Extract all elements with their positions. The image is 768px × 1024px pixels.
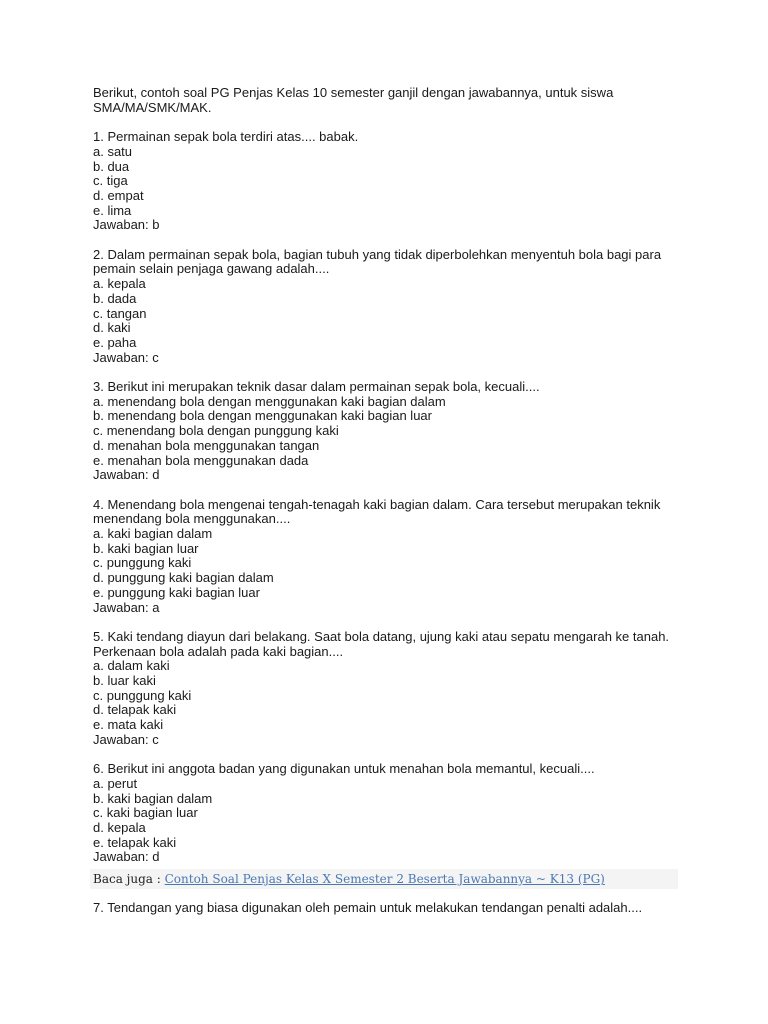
- answer-option: c. punggung kaki: [93, 687, 192, 703]
- answer-key: Jawaban: c: [93, 731, 159, 747]
- answer-option: e. mata kaki: [93, 717, 164, 733]
- question-block: [93, 248, 678, 366]
- question-block: [93, 498, 678, 616]
- answer-key: Jawaban: a: [93, 599, 160, 615]
- baca-juga-link[interactable]: Contoh Soal Penjas Kelas X Semester 2 Beserta Jawabannya ~ K13 (PG): [164, 872, 605, 887]
- answer-option: e. telapak kaki: [93, 834, 177, 850]
- answer-option: e. punggung kaki bagian luar: [93, 584, 260, 600]
- answer-option: d. menahan bola menggunakan tangan: [93, 437, 320, 453]
- answer-option: c. punggung kaki: [93, 555, 192, 571]
- answer-option: a. kepala: [93, 276, 146, 292]
- answer-option: e. lima: [93, 202, 132, 218]
- answer-key: Jawaban: d: [93, 849, 160, 865]
- answer-option: d. kaki: [93, 320, 131, 336]
- question-text: 4. Menendang bola mengenai tengah-tenagah kaki bagian dalam. Cara tersebut merupakan teknik menendang bola menggunakan....: [93, 496, 661, 527]
- answer-option: c. tangan: [93, 305, 147, 321]
- baca-juga-label: Baca juga :: [93, 872, 165, 887]
- question-block: [93, 630, 678, 748]
- answer-option: b. dada: [93, 290, 137, 306]
- answer-option: c. menendang bola dengan punggung kaki: [93, 423, 339, 439]
- answer-option: d. telapak kaki: [93, 702, 177, 718]
- answer-option: d. empat: [93, 187, 144, 203]
- question-text: 6. Berikut ini anggota badan yang digunakan untuk menahan bola memantul, kecuali....: [93, 761, 595, 777]
- answer-key: Jawaban: c: [93, 349, 159, 365]
- document-content: [93, 86, 678, 931]
- answer-option: b. kaki bagian dalam: [93, 790, 213, 806]
- answer-option: b. dua: [93, 158, 130, 174]
- question-text: 3. Berikut ini merupakan teknik dasar dalam permainan sepak bola, kecuali....: [93, 379, 540, 395]
- answer-option: b. kaki bagian luar: [93, 540, 199, 556]
- answer-option: c. tiga: [93, 173, 128, 189]
- question-text: 7. Tendangan yang biasa digunakan oleh pemain untuk melakukan tendangan penalti adalah....: [93, 900, 643, 916]
- answer-option: c. kaki bagian luar: [93, 805, 198, 821]
- answer-option: a. satu: [93, 143, 133, 159]
- question-block: [93, 762, 678, 865]
- question-text: 1. Permainan sepak bola terdiri atas.... babak.: [93, 129, 359, 145]
- baca-juga-box: [90, 869, 678, 889]
- answer-option: b. luar kaki: [93, 673, 156, 689]
- answer-key: Jawaban: b: [93, 217, 160, 233]
- answer-option: a. dalam kaki: [93, 658, 170, 674]
- answer-option: e. menahan bola menggunakan dada: [93, 452, 309, 468]
- answer-option: a. menendang bola dengan menggunakan kaki bagian dalam: [93, 393, 446, 409]
- intro-paragraph: Berikut, contoh soal PG Penjas Kelas 10 semester ganjil dengan jawabannya, untuk siswa SMA/MA/SMK/MAK.: [93, 85, 614, 115]
- question-text: 2. Dalam permainan sepak bola, bagian tubuh yang tidak diperbolehkan menyentuh bola bagi para pemain selain penjaga gawang adalah....: [93, 246, 662, 277]
- question-text: 5. Kaki tendang diayun dari belakang. Saat bola datang, ujung kaki atau sepatu mengarah ke tanah. Perkenaan bola adalah pada kaki bagian....: [93, 628, 670, 659]
- answer-option: d. punggung kaki bagian dalam: [93, 570, 274, 586]
- question-block: [93, 380, 678, 483]
- answer-option: e. paha: [93, 334, 137, 350]
- answer-option: a. perut: [93, 775, 138, 791]
- question-block: [93, 130, 678, 233]
- answer-option: d. kepala: [93, 820, 146, 836]
- answer-key: Jawaban: d: [93, 467, 160, 483]
- answer-option: b. menendang bola dengan menggunakan kaki bagian luar: [93, 408, 432, 424]
- answer-option: a. kaki bagian dalam: [93, 526, 213, 542]
